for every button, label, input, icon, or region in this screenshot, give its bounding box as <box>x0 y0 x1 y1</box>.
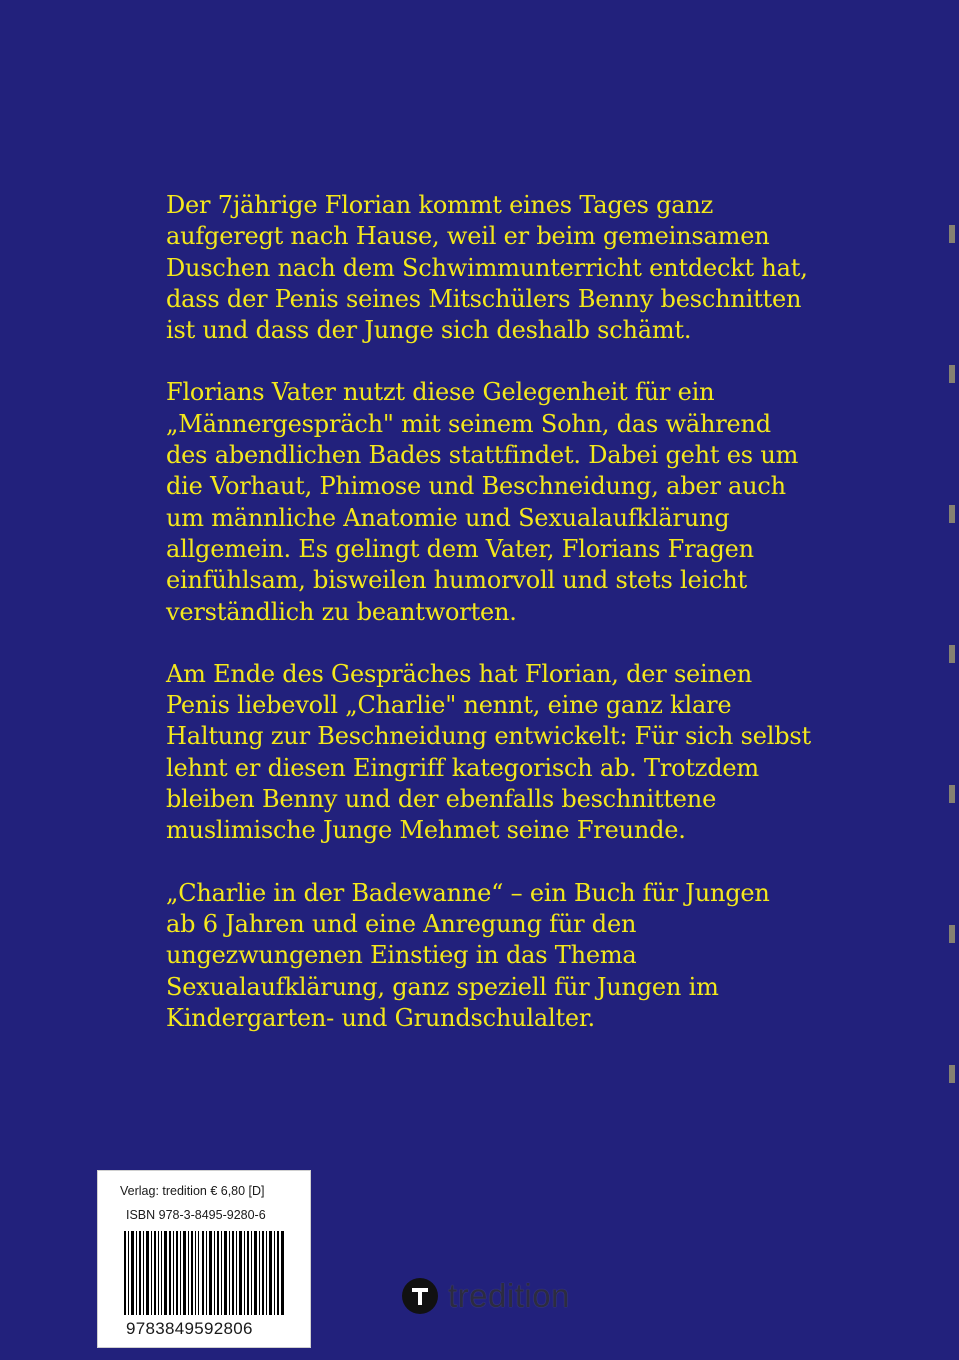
barcode-digits: 9783849592806 <box>126 1319 253 1338</box>
text-line: aufgeregt nach Hause, weil er beim gemeinsamen <box>166 222 770 251</box>
text-line: „Charlie in der Badewanne“ – ein Buch für Jungen <box>166 878 770 907</box>
logo-wordmark: tredition <box>448 1277 570 1314</box>
text-line: verständlich zu beantworten. <box>166 597 517 626</box>
text-line: Florians Vater nutzt diese Gelegenheit für ein <box>166 378 715 407</box>
blurb-paragraph-4 <box>166 878 856 1034</box>
blurb-paragraph-2 <box>166 377 856 627</box>
isbn-barcode-box <box>97 1170 311 1348</box>
text-line: „Männergespräch" mit seinem Sohn, das während <box>166 409 771 438</box>
text-line: Haltung zur Beschneidung entwickelt: Für sich selbst <box>166 722 811 751</box>
text-line: einfühlsam, bisweilen humorvoll und stets leicht <box>166 566 747 595</box>
text-line: Penis liebevoll „Charlie" nennt, eine ganz klare <box>166 691 732 720</box>
tredition-logo-icon <box>402 1278 438 1314</box>
blurb-text <box>166 190 856 1065</box>
text-line: Der 7jährige Florian kommt eines Tages ganz <box>166 191 714 219</box>
barcode-icon <box>124 1231 284 1315</box>
publisher-logo <box>402 1276 570 1316</box>
text-line: des abendlichen Bades stattfindet. Dabei geht es um <box>166 441 799 470</box>
text-line: ist und dass der Junge sich deshalb schämt. <box>166 316 692 345</box>
text-line: bleiben Benny und der ebenfalls beschnittene <box>166 785 717 814</box>
spine-edge-marks <box>945 215 955 1155</box>
text-line: Am Ende des Gespräches hat Florian, der seinen <box>166 659 753 688</box>
text-line: Sexualaufklärung, ganz speziell für Jungen im <box>166 972 719 1001</box>
isbn-number: ISBN 978-3-8495-9280-6 <box>126 1208 266 1222</box>
text-line: lehnt er diesen Eingriff kategorisch ab. Trotzdem <box>166 753 759 782</box>
text-line: dass der Penis seines Mitschülers Benny beschnitten <box>166 284 802 313</box>
text-line: allgemein. Es gelingt dem Vater, Florians Fragen <box>166 534 754 563</box>
text-line: ungezwungenen Einstieg in das Thema <box>166 941 637 970</box>
blurb-paragraph-1 <box>166 190 856 346</box>
text-line: Kindergarten- und Grundschulalter. <box>166 1003 595 1032</box>
text-line: um männliche Anatomie und Sexualaufklärung <box>166 503 730 532</box>
text-line: Duschen nach dem Schwimmunterricht entdeckt hat, <box>166 253 808 282</box>
text-line: muslimische Junge Mehmet seine Freunde. <box>166 816 686 845</box>
publisher-price: Verlag: tredition € 6,80 [D] <box>120 1184 265 1198</box>
blurb-paragraph-3 <box>166 659 856 847</box>
text-line: ab 6 Jahren und eine Anregung für den <box>166 909 637 938</box>
text-line: die Vorhaut, Phimose und Beschneidung, aber auch <box>166 472 786 501</box>
